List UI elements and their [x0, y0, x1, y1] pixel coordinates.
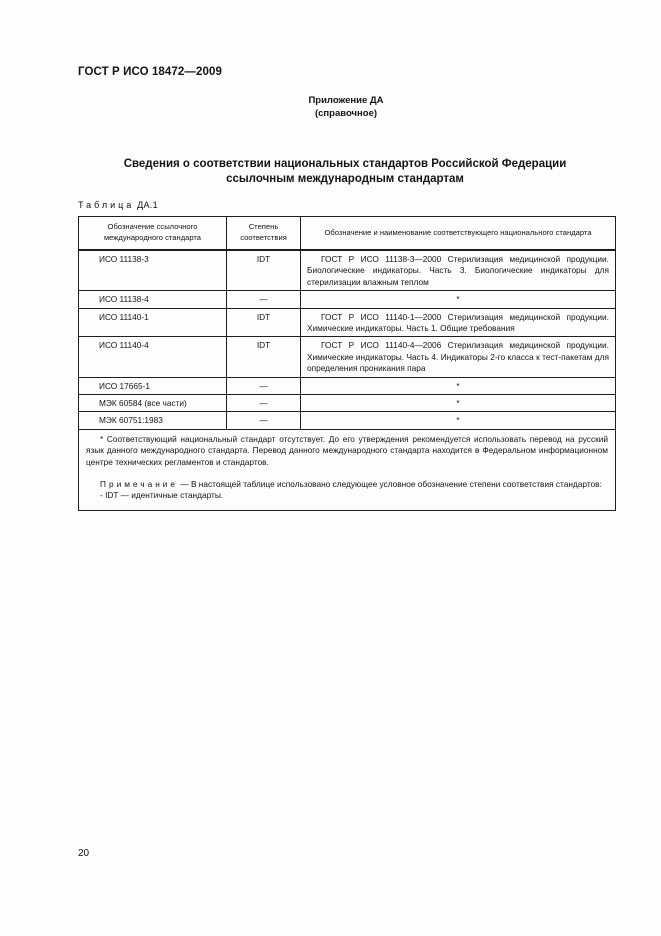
table-row [79, 395, 616, 412]
table-footnote-text: * Соответствующий национальный стандарт отсутствует. До его утверждения рекомендуется использовать перевод на русский язык данного международного стандарта. Перевод данного международного стандарта находится в Федеральном информационном центре технических регламентов и стандартов. [86, 433, 608, 468]
table-note-item [86, 490, 608, 502]
degree-cell: IDT [227, 250, 301, 291]
intl-standard-cell: ИСО 17665-1 [79, 377, 227, 394]
table-notes-cell [79, 429, 616, 510]
column-header-intl-standard: Обозначение ссылочного международного стандарта [79, 217, 227, 251]
table-row [79, 377, 616, 394]
table-row [79, 308, 616, 337]
table-row [79, 291, 616, 308]
correspondence-table [78, 216, 616, 511]
table-note [86, 479, 608, 491]
intl-standard-cell: ИСО 11138-3 [79, 250, 227, 291]
national-standard-cell [301, 337, 616, 377]
national-standard-cell: * [301, 412, 616, 429]
intl-standard-cell: МЭК 60751:1983 [79, 412, 227, 429]
table-caption-word: Таблица [78, 200, 135, 210]
section-heading-line-2: ссылочным международным стандартам [226, 173, 464, 185]
intl-standard-cell: ИСО 11138-4 [79, 291, 227, 308]
section-heading-line-1: Сведения о соответствии национальных стандартов Российской Федерации [123, 158, 567, 170]
national-standard-cell: * [301, 377, 616, 394]
table-note-label: Примечание [100, 478, 179, 489]
degree-cell: IDT [227, 308, 301, 337]
national-standard-cell [301, 308, 616, 337]
table-caption [78, 200, 158, 210]
document-id: ГОСТ Р ИСО 18472—2009 [78, 66, 223, 78]
degree-cell: IDT [227, 337, 301, 377]
table-notes-row [79, 429, 616, 510]
table-header-row [79, 217, 616, 251]
table-caption-number: ДА.1 [137, 200, 158, 210]
table-row [79, 412, 616, 429]
degree-cell: — [227, 412, 301, 429]
degree-cell: — [227, 395, 301, 412]
column-header-national-standard: Обозначение и наименование соответствующего национального стандарта [301, 217, 616, 251]
degree-cell: — [227, 291, 301, 308]
national-standard-text: ГОСТ Р ИСО 11138-3—2000 Стерилизация медицинской продукции. Биологические индикаторы. Часть 3. Биологические индикаторы для стерилизации влажным теплом [307, 254, 609, 287]
intl-standard-cell: ИСО 11140-4 [79, 337, 227, 377]
table-note-item-text: - IDT — идентичные стандарты. [100, 490, 224, 501]
annex-title: Приложение ДА [308, 95, 384, 106]
table-note-text: — В настоящей таблице использовано следующее условное обозначение степени соответствия стандартов: [180, 478, 602, 489]
national-standard-text: ГОСТ Р ИСО 11140-4—2006 Стерилизация медицинской продукции. Химические индикаторы. Часть 4. Индикаторы 2-го класса к тест-пакетам для определения проникания пара [307, 340, 609, 374]
national-standard-cell [301, 250, 616, 291]
intl-standard-cell: ИСО 11140-1 [79, 308, 227, 337]
annex-subtitle: (справочное) [314, 108, 378, 119]
table-row [79, 337, 616, 377]
table-row [79, 250, 616, 291]
page-number: 20 [78, 848, 90, 859]
degree-cell: — [227, 377, 301, 394]
national-standard-cell: * [301, 291, 616, 308]
table-footnote [86, 434, 608, 469]
national-standard-cell: * [301, 395, 616, 412]
national-standard-text: ГОСТ Р ИСО 11140-1—2000 Стерилизация медицинской продукции. Химические индикаторы. Часть 1. Общие требования [307, 311, 609, 334]
intl-standard-cell: МЭК 60584 (все части) [79, 395, 227, 412]
column-header-degree: Степень соответствия [227, 217, 301, 251]
